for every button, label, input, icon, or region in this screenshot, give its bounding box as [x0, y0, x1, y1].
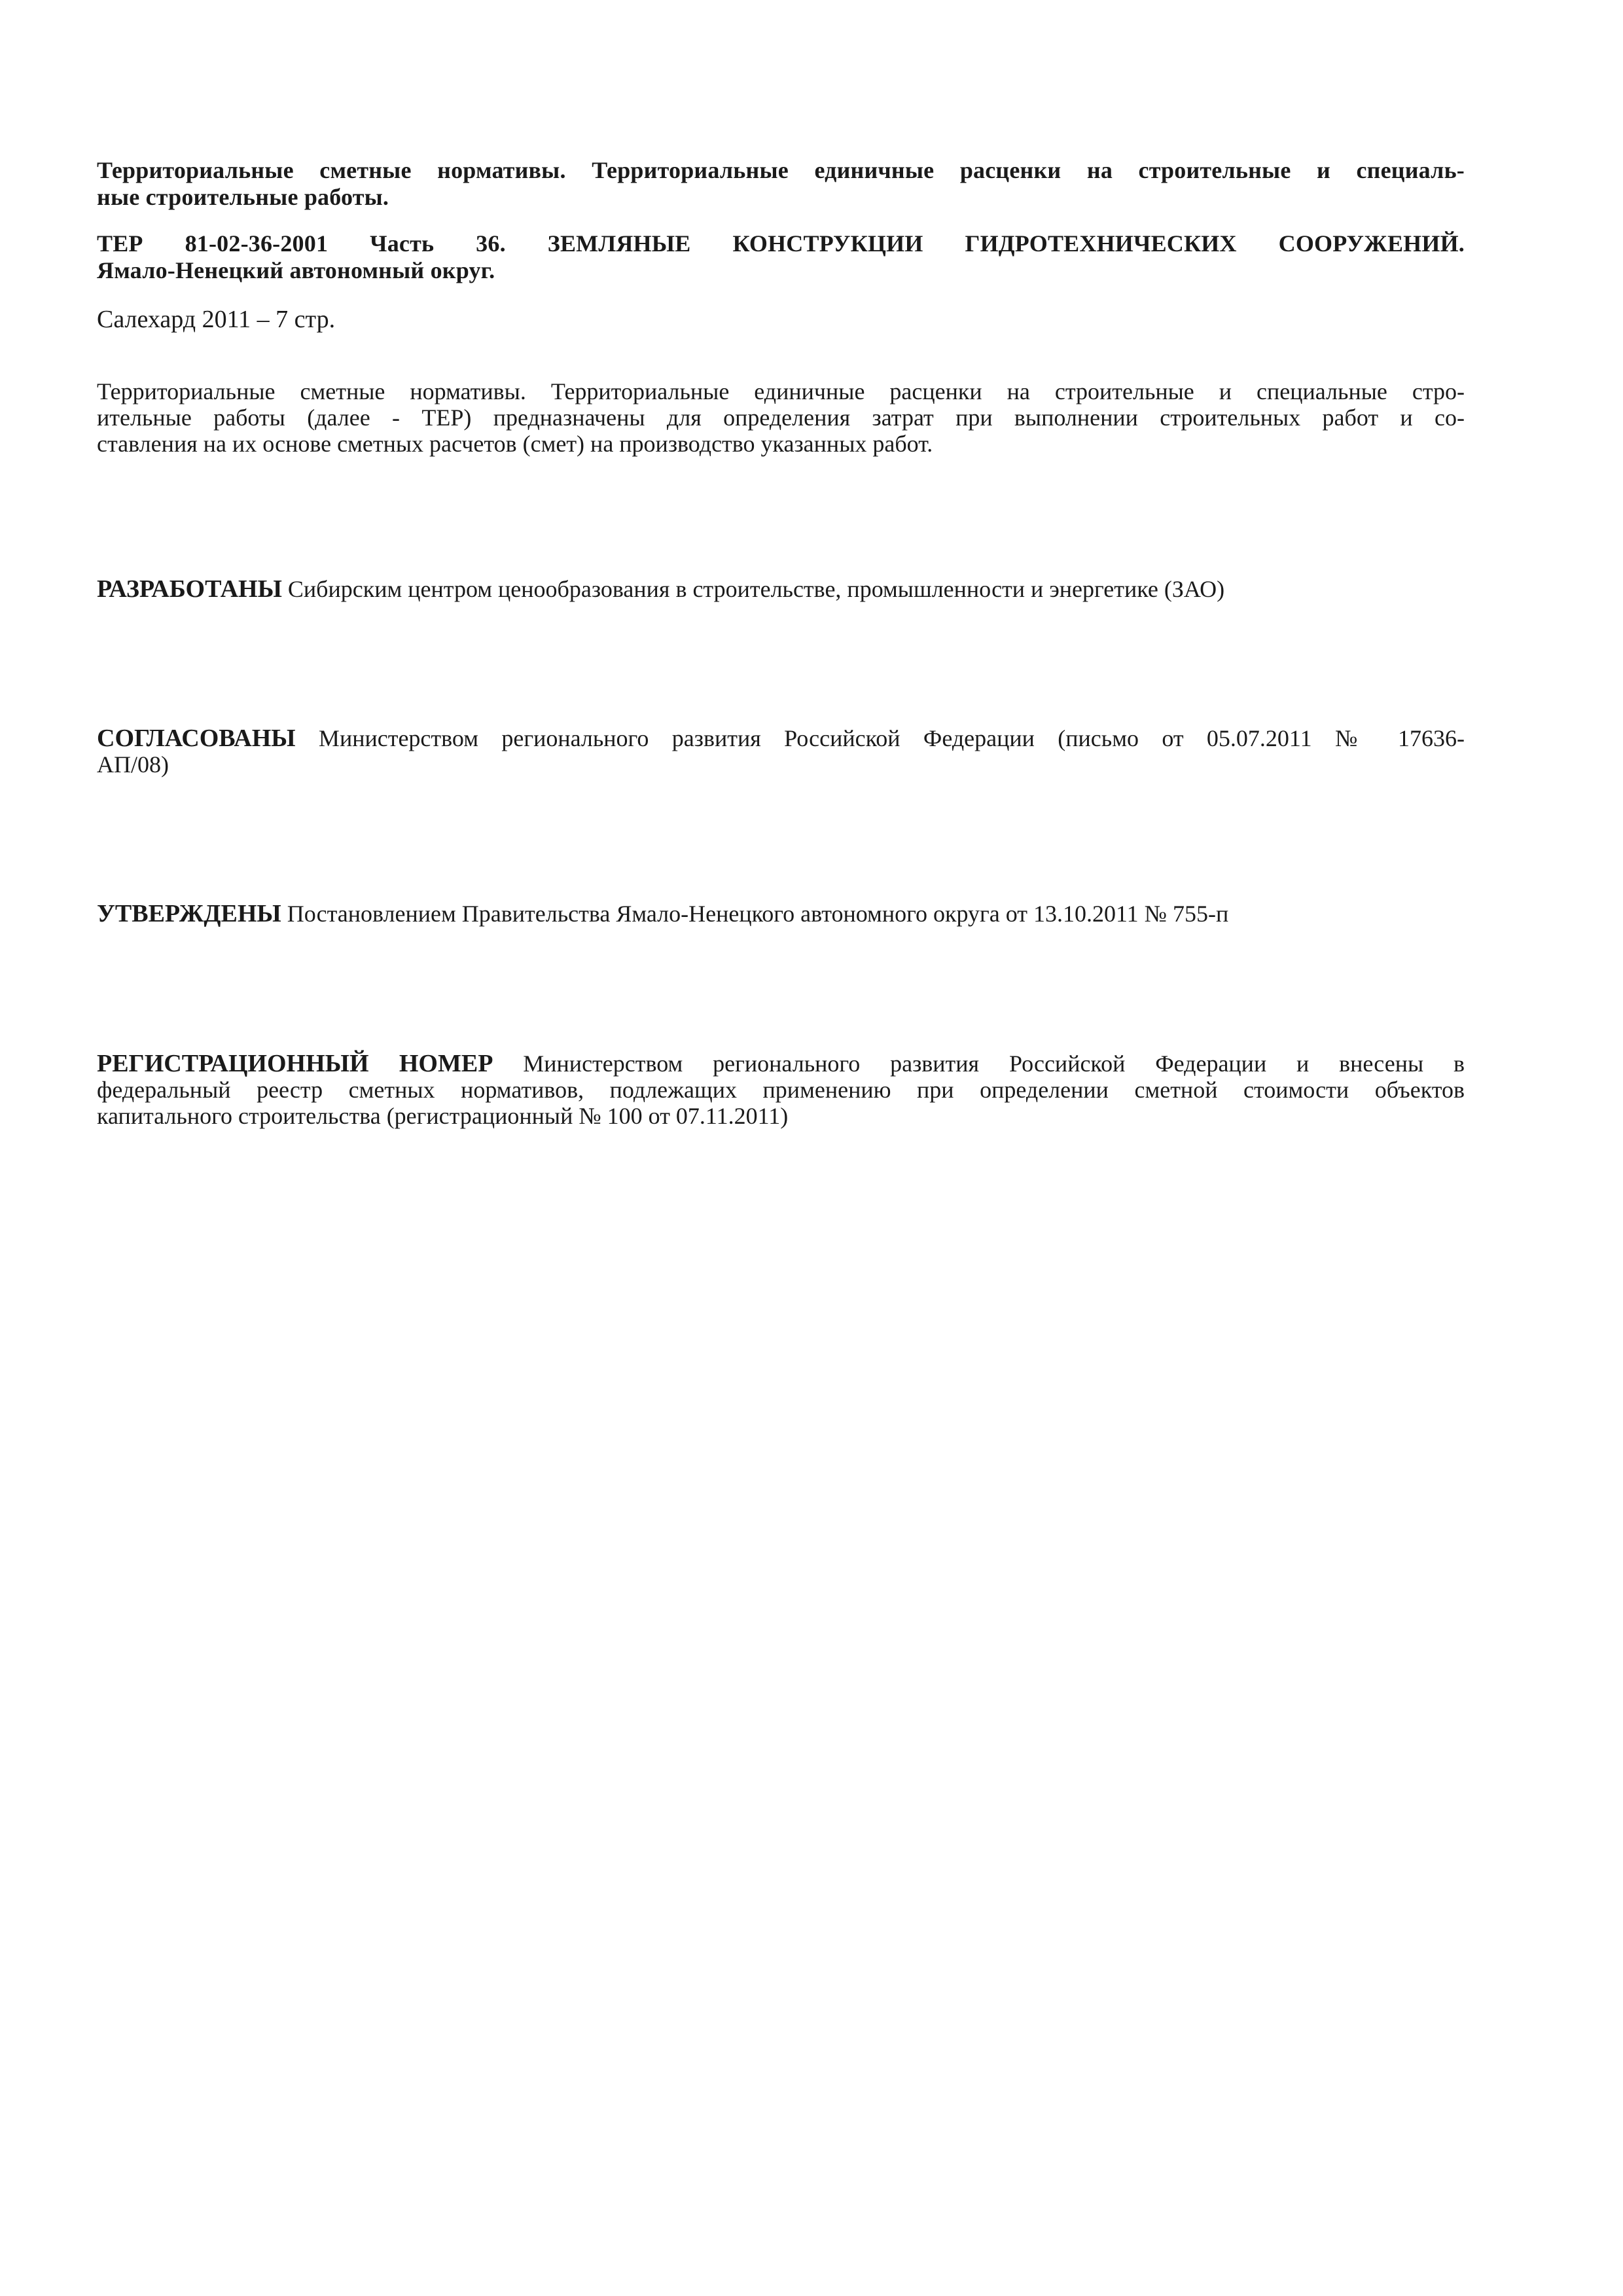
description-paragraph: [97, 378, 1465, 457]
registration-line-2: федеральный реестр сметных нормативов, подлежащих применению при определении сметной стоимости объектов: [97, 1077, 1465, 1103]
document-title: [97, 157, 1465, 211]
approved-label: УТВЕРЖДЕНЫ: [97, 900, 281, 927]
developed-line: [97, 576, 1465, 602]
agreed-label: СОГЛАСОВАНЫ: [97, 725, 296, 752]
registration-text-1: Министерством регионального развития Российской Федерации и внесены в: [493, 1050, 1465, 1077]
document-title-line-1: Территориальные сметные нормативы. Территориальные единичные расценки на строительные и специаль-: [97, 157, 1465, 183]
agreed-line-2: АП/08): [97, 751, 169, 778]
approved-paragraph: [97, 901, 1465, 927]
developed-label: РАЗРАБОТАНЫ: [97, 575, 282, 603]
approved-text: Постановлением Правительства Ямало-Ненецкого автономного округа от 13.10.2011 № 755-п: [281, 901, 1229, 927]
description-line-2: ительные работы (далее - ТЕР) предназначены для определения затрат при выполнении строительных работ и со-: [97, 404, 1465, 431]
agreed-line-1: [97, 725, 1465, 751]
document-subtitle-line-2: Ямало-Ненецкий автономный округ.: [97, 257, 495, 283]
document-subtitle: [97, 230, 1465, 284]
document-title-line-2: ные строительные работы.: [97, 184, 389, 210]
approved-line: [97, 901, 1465, 927]
agreed-text-1: Министерством регионального развития Российской Федерации (письмо от 05.07.2011 № 17636-: [295, 725, 1465, 751]
description-line-3: ставления на их основе сметных расчетов (смет) на производство указанных работ.: [97, 431, 933, 457]
developed-text: Сибирским центром ценообразования в строительстве, промышленности и энергетике (ЗАО): [281, 576, 1225, 602]
registration-line-3: капитального строительства (регистрационный № 100 от 07.11.2011): [97, 1103, 789, 1129]
city-year-pages: [97, 305, 1465, 334]
registration-line-1: [97, 1050, 1465, 1077]
registration-paragraph: [97, 1050, 1465, 1129]
developed-paragraph: [97, 576, 1465, 602]
agreed-paragraph: [97, 725, 1465, 778]
description-line-1: Территориальные сметные нормативы. Территориальные единичные расценки на строительные и специальные стро-: [97, 378, 1465, 404]
document-subtitle-line-1: ТЕР 81-02-36-2001 Часть 36. ЗЕМЛЯНЫЕ КОНСТРУКЦИИ ГИДРОТЕХНИЧЕСКИХ СООРУЖЕНИЙ.: [97, 230, 1465, 257]
city-year-pages-text: Салехард 2011 – 7 стр.: [97, 306, 336, 333]
registration-label: РЕГИСТРАЦИОННЫЙ НОМЕР: [97, 1050, 493, 1077]
